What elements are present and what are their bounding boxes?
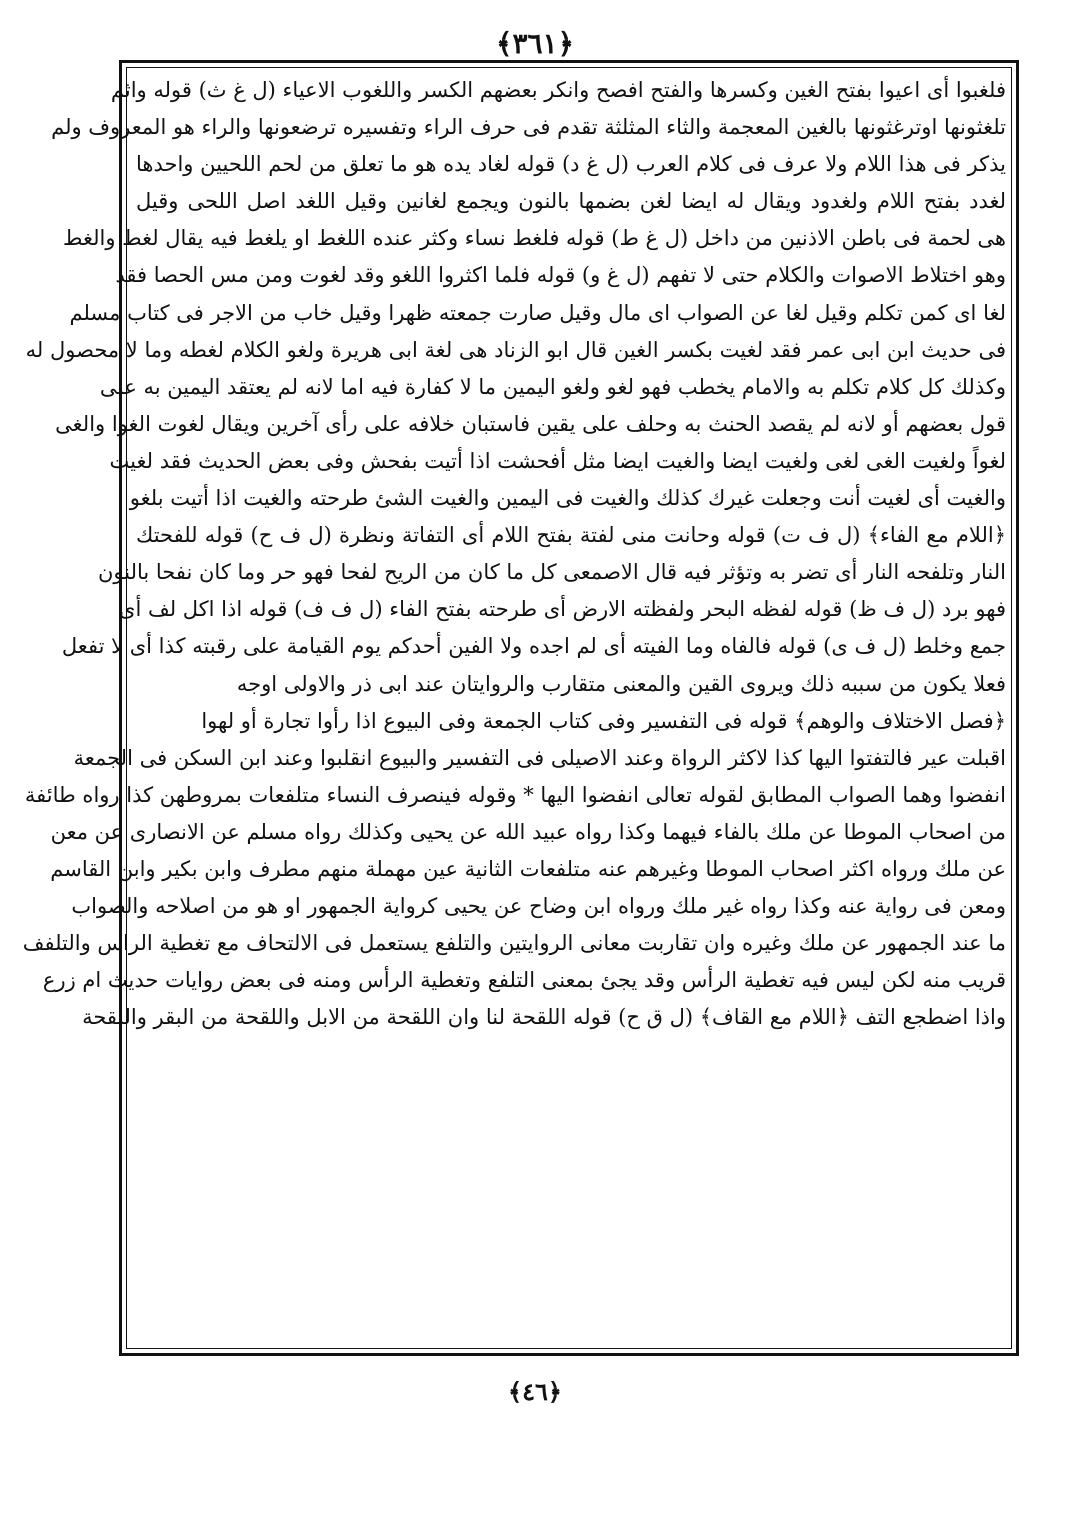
- page-number-top: ﴿٣٦١﴾: [496, 27, 574, 60]
- text-line-17: فعلا يكون من سببه ذلك ويروى القين والمعنى متقارب والروايتان عند ابى ذر والاولى اوجه: [236, 671, 1006, 696]
- text-line-9: وكذلك كل كلام تكلم به والامام يخطب فهو لغو ولغو اليمين ما لا كفارة فيه اما لانه لم يعتقد اليمين به على: [99, 374, 1006, 399]
- text-line-19: اقبلت عير فالتفتوا اليها كذا لاكثر الرواة وعند الاصيلى فى التفسير والبيوع انقلبوا وعند ابن السكن فى الجمعة: [73, 745, 1006, 770]
- text-line-20: انفضوا وهما الصواب المطابق لقوله تعالى انفضوا اليها * وقوله فينصرف النساء متلفعات بمروطهن كذا رواه طائفة: [24, 782, 1006, 807]
- text-line-16: جمع وخلط (ل ف ى) قوله فالفاه وما الفيته أى لم اجده ولا الفين أحدكم يوم القيامة على رقبته كذا أى لا تفعل: [61, 634, 1006, 659]
- text-line-25: قريب منه لكن ليس فيه تغطية الرأس وقد يجئ بمعنى التلفع وتغطية الرأس ومنه فى بعض روايات حديث ام زرع: [42, 968, 1006, 993]
- text-line-2: تلغثونها اوترغثونها بالغين المعجمة والثاء المثلثة تقدم فى حرف الراء وتفسيره ترضعونها والراء هو المعروف ولم: [51, 115, 1006, 140]
- body-text: [22, 72, 1006, 1346]
- text-line-4: لغدد بفتح اللام ولغدود ويقال له ايضا لغن بضمها بالنون ويجمع لغانين وقيل اللغد اصل اللحى وقيل: [136, 189, 1006, 214]
- text-line-7: لغا اى كمن تكلم وقيل لغا عن الصواب اى مال وقيل صارت جمعته ظهرا وقيل خاب من الاجر فى كتاب مسلم: [69, 300, 1006, 325]
- text-line-5: هى لحمة فى باطن الاذنين من داخل (ل غ ط) قوله فلغط نساء وكثر عنده اللغط او يلغط فيه يقال لغط والغط: [63, 226, 1006, 251]
- text-line-24: ما عند الجمهور عن ملك وغيره وان تقاربت معانى الروايتين والتلفع يستعمل فى الالتحاف مع تغطية الراس والتلفف: [22, 931, 1006, 956]
- text-line-11: لغواً ولغيت الغى لغى ولغيت ايضا والغيت ايضا مثل أفحشت اذا أتيت بفحش وفى بعض الحديث فقد لغيت: [109, 448, 1006, 473]
- text-line-21: من اصحاب الموطا عن ملك بالفاء فيهما وكذا رواه عبيد الله عن يحيى وكذلك رواه مسلم عن الانصارى عن معن: [50, 819, 1006, 844]
- text-line-1: فلغبوا أى اعيوا بفتح الغين وكسرها والفتح افصح وانكر بعضهم الكسر واللغوب الاعياء (ل غ ث) قوله واثم: [110, 78, 1006, 102]
- text-line-15: فهو برد (ل ف ظ) قوله لفظه البحر ولفظته الارض أى طرحته بفتح الفاء (ل ف ف) قوله اذا اكل لف أى: [119, 597, 1006, 622]
- text-line-13: ﴿اللام مع الفاء﴾ (ل ف ت) قوله وحانت منى لفتة بفتح اللام أى التفاتة ونظرة (ل ف ح) قوله للفحتك: [136, 523, 1006, 548]
- text-line-6: وهو اختلاط الاصوات والكلام حتى لا تفهم (ل غ و) قوله فلما اكثروا اللغو وقد لغوت ومن مس الحصا فقد: [115, 263, 1006, 288]
- text-line-10: قول بعضهم أو لانه لم يقصد الحنث به وحلف على يقين فاستبان خلافه على رأى آخرين ويقال لغوت الغوا والغى: [55, 411, 1006, 436]
- text-line-3: يذكر فى هذا اللام ولا عرف فى كلام العرب (ل غ د) قوله لغاد يده هو ما تعلق من لحم اللحيين واحدها: [136, 152, 1006, 177]
- text-line-22: عن ملك ورواه اكثر اصحاب الموطا وغيرهم عنه متلفعات الثانية عين مهملة منهم مطرف وابن بكير وابن القاسم: [50, 856, 1006, 881]
- section-heading-line: ﴿فصل الاختلاف والوهم﴾ قوله فى التفسير وفى كتاب الجمعة وفى البيوع اذا رأوا تجارة أو لهوا: [201, 708, 1006, 733]
- text-line-23: ومعن فى رواية عنه وكذا رواه غير ملك ورواه ابن وضاح عن يحيى كرواية الجمهور او هو من اصلاحه والصواب: [71, 894, 1006, 919]
- text-line-26: واذا اضطجع التف ﴿اللام مع القاف﴾ (ل ق ح) قوله اللقحة لنا وان اللقحة من الابل واللقحة من البقر واللقحة: [82, 1005, 1006, 1030]
- text-line-14: النار وتلفحه النار أى تضر به وتؤثر فيه قال الاصمعى كل ما كان من الريح لفحا فهو حر وما كان نفحا بالنون: [97, 560, 1006, 585]
- page-number-bottom: ﴿٤٦﴾: [508, 1377, 562, 1406]
- text-line-12: والغيت أى لغيت أنت وجعلت غيرك كذلك والغيت فى اليمين والغيت الشئ طرحته والغيت اذا أتيت بلغو: [129, 486, 1006, 511]
- text-line-8: فى حديث ابن ابى عمر فقد لغيت بكسر الغين قال ابو الزناد هى لغة ابى هريرة ولغو الكلام لغطه وما لا محصول له: [25, 337, 1006, 362]
